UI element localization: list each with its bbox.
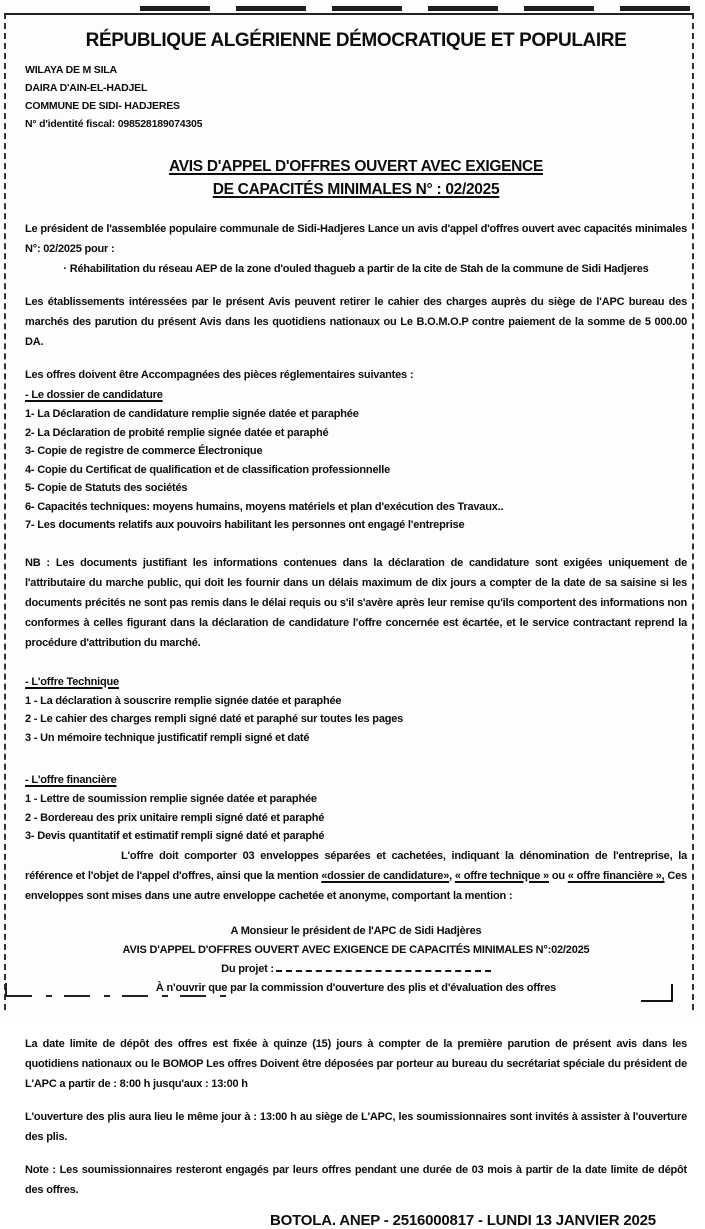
- mention-offre-technique: « offre technique »: [454, 869, 549, 882]
- pieces-intro-line: Les offres doivent être Accompagnées des pièces réglementaires suivantes :: [25, 369, 414, 381]
- notice-title-line1: AVIS D'APPEL D'OFFRES OUVERT AVEC EXIGENCE: [168, 158, 543, 175]
- commune-line: COMMUNE DE SIDI- HADJERES: [25, 100, 180, 112]
- section-heading-dossier-candidature: - Le dossier de candidature: [25, 389, 163, 401]
- footer-row: [25, 1212, 687, 1229]
- republic-heading: RÉPUBLIQUE ALGÉRIENNE DÉMOCRATIQUE ET POPULAIRE: [85, 30, 627, 51]
- list-item: 3- Devis quantitatif et estimatif rempli signé daté et paraphé: [25, 830, 325, 842]
- fill-in-line: [276, 960, 491, 972]
- cahier-retrait-paragraph: Les établissements intéressées par le présent Avis peuvent retirer le cahier des charges auprès du siège de l'APC bureau des marchés des parution du présent Avis dans les quotidiens nationaux ou Le B.O.M.O.P contre paiement de la somme de 5 000.00 DA.: [25, 296, 687, 348]
- list-item: 7- Les documents relatifs aux pouvoirs habilitant les personnes ont engagé l'entreprise: [25, 519, 465, 531]
- list-item: 4- Copie du Certificat de qualification et de classification professionnelle: [25, 463, 390, 476]
- project-description-line: · Réhabilitation du réseau AEP de la zone d'ouled thagueb a partir de la cite de Stah de la commune de Sidi Hadjeres: [63, 263, 649, 275]
- opening-paragraph: L'ouverture des plis aura lieu le même jour à : 13:00 h au siège de L'APC, les soumissionnaires sont invités à assister à l'ouverture des plis.: [25, 1110, 687, 1143]
- anep-footer-line: BOTOLA. ANEP - 2516000817 - LUNDI 13 JANVIER 2025: [270, 1211, 656, 1229]
- list-item: 2 - Le cahier des charges rempli signé daté et paraphé sur toutes les pages: [25, 713, 404, 725]
- wilaya-line: WILAYA DE M SILA: [25, 64, 117, 76]
- section-heading-offre-technique: - L'offre Technique: [25, 675, 119, 688]
- section-heading-offre-financiere: - L'offre financière: [25, 774, 117, 786]
- list-item: 2 - Bordereau des prix unitaire rempli signé daté et paraphé: [25, 811, 325, 824]
- validity-note-paragraph: Note : Les soumissionnaires resteront engagés par leurs offres pendant une durée de 03 mois à partir de la date limite de dépôt des offres.: [25, 1163, 687, 1196]
- address-open-only-line: À n'ouvrir que par la commission d'ouverture des plis et d'évaluation des offres: [155, 981, 557, 994]
- address-project-line: [25, 960, 687, 979]
- intro-paragraph: Le président de l'assemblée populaire communale de Sidi-Hadjeres Lance un avis d'appel d'offres ouvert avec capacités minimales N°: 02/2025 pour :: [25, 223, 687, 255]
- list-item: 1 - La déclaration à souscrire remplie signée datée et paraphée: [25, 694, 342, 707]
- project-label: Du projet :: [221, 962, 274, 975]
- address-notice-line: AVIS D'APPEL D'OFFRES OUVERT AVEC EXIGENCE DE CAPACITÉS MINIMALES N°:02/2025: [122, 943, 590, 956]
- envelope-address-block: [25, 922, 687, 998]
- list-item: 6- Capacités techniques: moyens humains, moyens matériels et plan d'exécution des Travaux..: [25, 500, 504, 513]
- mention-separator: ou: [548, 869, 568, 882]
- mention-dossier-candidature: «dossier de candidature»: [321, 869, 450, 882]
- fiscal-id-line: N° d'identité fiscal: 098528189074305: [25, 118, 203, 130]
- address-recipient-line: A Monsieur le président de l'APC de Sidi Hadjères: [230, 924, 482, 937]
- deadline-paragraph: La date limite de dépôt des offres est fixée à quinze (15) jours à compter de la première parution de présent avis dans les quotidiens nationaux ou le BOMOP Les offres Doivent être déposées par porteur au bureau du secrétariat spéciale du président de L'APC a partir de : 8:00 h jusqu'aux : 13:00 h: [25, 1037, 687, 1090]
- document-content: [25, 20, 687, 1229]
- notice-title: [25, 155, 687, 201]
- enveloppes-text: L'offre doit comporter 03 enveloppes séparées et cachetées, indiquant la dénomination de l'entreprise, la référence et l'objet de l'appel d'offres, ainsi que la mention: [25, 849, 687, 882]
- mention-separator: ,: [449, 869, 455, 882]
- list-item: 2- La Déclaration de probité remplie signée datée et paraphé: [25, 426, 329, 439]
- list-item: 5- Copie de Statuts des sociétés: [25, 482, 188, 494]
- enveloppes-paragraph: [25, 846, 687, 906]
- mention-offre-financiere: « offre financière »,: [567, 869, 665, 882]
- list-item: 3 - Un mémoire technique justificatif rempli signé et daté: [25, 731, 310, 744]
- list-item: 1 - Lettre de soumission remplie signée datée et paraphée: [25, 793, 317, 805]
- enveloppes-text: Ces enveloppes sont mises dans une autre enveloppe cachetée et anonyme, comportant la mention :: [25, 869, 688, 902]
- notice-title-line2: DE CAPACITÉS MINIMALES N° : 02/2025: [212, 181, 500, 198]
- list-item: 3- Copie de registre de commerce Électronique: [25, 445, 263, 457]
- daira-line: DAIRA D'AIN-EL-HADJEL: [25, 82, 148, 94]
- issuing-authority-block: [25, 61, 687, 133]
- scan-artifact-top-line: [140, 6, 700, 11]
- list-item: 1- La Déclaration de candidature remplie signée datée et paraphée: [25, 408, 359, 420]
- nb-paragraph: NB : Les documents justifiant les informations contenues dans la déclaration de candidature sont exigées uniquement de l'attributaire du marche public, qui doit les fournir dans un délais maximum de dix jours a compter de la date de sa saisine si les documents précités ne sont pas remis dans le délai requis ou s'il s'avère après leur remise qu'ils comportent des informations non conformes à celles figurant dans la déclaration de candidature l'offre concernée est écartée, et le service contractant reprend la procédure d'attribution du marché.: [25, 556, 687, 649]
